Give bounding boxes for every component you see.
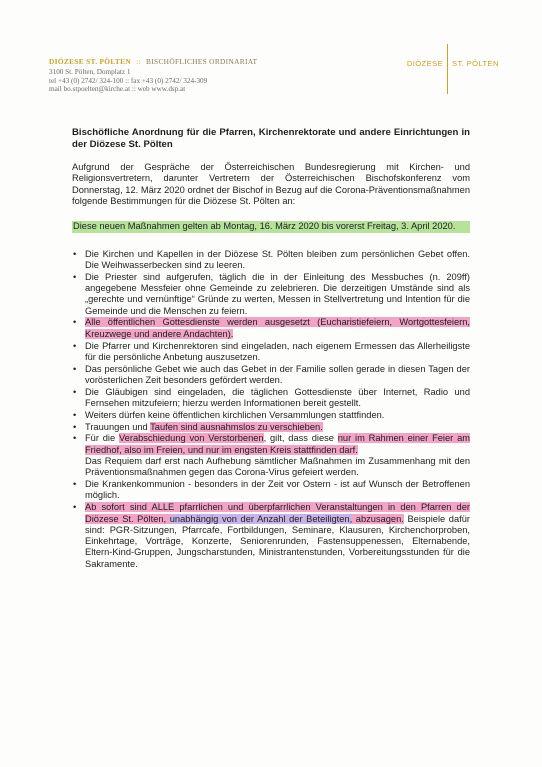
highlighted-text: Taufen sind ausnahmslos zu verschieben. <box>150 421 323 432</box>
logo-text-left: DIÖZESE <box>406 59 443 68</box>
measure-text: Trauungen und <box>85 421 151 432</box>
measure-text: Die Priester sind aufgerufen, täglich die in der Einleitung des Messbuches (n. 209ff) angegebene Messfeier ohne Gemeinde zu zelebrieren. Die derzeitigen Umstände sind als „gerechte und vernünftige“ Gründe zu werten, Messen in Stellvertretung und Intention für die Gemeinde und die Menschen zu feiern. <box>85 271 470 316</box>
logo-divider <box>447 44 448 94</box>
measure-text: Das persönliche Gebet wie auch das Gebet in der Familie sollen gerade in diesen Tagen der vorösterlichen Zeit besonders gefördert werden. <box>85 363 470 385</box>
bullet: • <box>73 386 77 397</box>
bullet: • <box>73 479 77 490</box>
intro-paragraph: Aufgrund der Gespräche der Österreichischen Bundesregierung mit Kirchen- und Religionsvertretern, darunter Vertretern der Österreichischen Bischofskonferenz vom Donnerstag, 12. März 2020 ordnet der Bischof in Bezug auf die Corona-Präventionsmaßnahmen folgende Bestimmungen für die Diözese St. Pölten an: <box>72 162 470 207</box>
highlighted-text: Verabschiedung von Verstorbenen <box>118 433 264 444</box>
list-item <box>72 422 470 433</box>
bullet: • <box>73 271 77 282</box>
bullet: • <box>73 363 77 374</box>
highlighted-text: Ab sofort sind ALLE pfarrlichen und überpfarrlichen Veranstaltungen in den Pfarren der Diözese St. Pölten, <box>85 502 470 524</box>
list-item <box>72 410 470 421</box>
bullet: • <box>73 409 77 420</box>
bullet: • <box>73 340 77 351</box>
address-line-1: 3100 St. Pölten, Domplatz 1 <box>49 68 131 76</box>
highlighted-text: nur im Rahmen einer Feier am Friedhof, also im Freien, und nur im engsten Kreis stattfinden darf. <box>85 433 470 455</box>
measure-text: Die Krankenkommunion - besonders in der Zeit vor Ostern - ist auf Wunsch der Betroffenen möglich. <box>85 479 470 501</box>
bullet: • <box>73 433 77 444</box>
measure-text: Die Pfarrer und Kirchenrektoren sind eingeladen, nach eigenem Ermessen das Allerheiligste für die persönliche Anbetung auszusetzen. <box>85 340 470 362</box>
list-item <box>72 341 470 364</box>
measure-text: Für die <box>85 433 119 444</box>
measure-text: , gilt, dass diese <box>263 433 338 444</box>
address-line-3: mail bo.stpoelten@kirche.at :: web www.dsp.at <box>49 85 186 94</box>
bullet: • <box>73 248 77 259</box>
measure-text: Die Gläubigen sind eingeladen, die täglichen Gottesdienste über Internet, Radio und Fernsehen mitzufeiern; hierzu werden Informationen bereit gestellt. <box>85 386 470 409</box>
highlighted-text: abzusagen. <box>352 513 404 524</box>
list-item <box>72 272 470 317</box>
list-item <box>72 502 470 570</box>
bullet: • <box>73 502 77 513</box>
address-line-2: tel +43 (0) 2742/ 324-100 :: fax +43 (0) 2742/ 324-309 <box>49 76 208 85</box>
letterhead-department: BISCHÖFLICHES ORDINARIAT <box>146 57 258 66</box>
letterhead-address <box>49 68 329 94</box>
measure-text: Die Kirchen und Kapellen in der Diözese St. Pölten bleiben zum persönlichen Gebet offen. Die Weihwasserbecken sind zu leeren. <box>85 248 470 270</box>
logo-text-right: ST. PÖLTEN <box>452 59 499 68</box>
letterhead <box>49 57 329 94</box>
highlighted-text: Alle öffentlichen Gottesdienste werden ausgesetzt (Eucharistiefeiern, Wortgottesfeiern, Kreuzwege und andere Andachten). <box>85 317 470 339</box>
list-item <box>72 364 470 387</box>
letterhead-separator: :: <box>136 57 141 66</box>
list-item <box>72 479 470 502</box>
measure-text: Weiters dürfen keine öffentlichen kirchlichen Versammlungen stattfinden. <box>85 409 385 420</box>
letterhead-org: DIÖZESE ST. PÖLTEN <box>49 57 132 66</box>
diocese-logo <box>396 44 506 94</box>
measures-list <box>72 249 470 570</box>
letterhead-org-line <box>49 57 329 66</box>
list-item <box>72 387 470 410</box>
list-item <box>72 249 470 272</box>
examples-text: Beispiele dafür sind: PGR-Sitzungen, Pfarrcafe, Fortbildungen, Seminare, Klausuren, Kirchenchorproben, Einkehrtage, Vorträge, Konzerte, Seniorenrunden, Fastensuppenessen, Elternabende, Eltern-Kind-Gruppen, Jungscharstunden, Ministrantenstunden, Vorbereitungsstunden für die Sakramente. <box>85 513 470 569</box>
highlighted-text-purple: unabhängig von der Anzahl der Beteiligten, <box>169 513 353 524</box>
document-title: Bischöfliche Anordnung für die Pfarren, Kirchenrektorate und andere Einrichtungen in der Diözese St. Pölten <box>72 127 470 150</box>
bullet: • <box>73 317 77 328</box>
list-item <box>72 433 470 478</box>
requiem-note: Das Requiem darf erst nach Aufhebung sämtlicher Maßnahmen im Zusammenhang mit den Präventionsmaßnahmen gegen das Corona-Virus gefeiert werden. <box>85 456 470 478</box>
list-item <box>72 317 470 340</box>
validity-notice: Diese neuen Maßnahmen gelten ab Montag, 16. März 2020 bis vorerst Freitag, 3. April 2020. <box>72 221 470 232</box>
bullet: • <box>73 421 77 432</box>
document-body <box>72 127 470 570</box>
